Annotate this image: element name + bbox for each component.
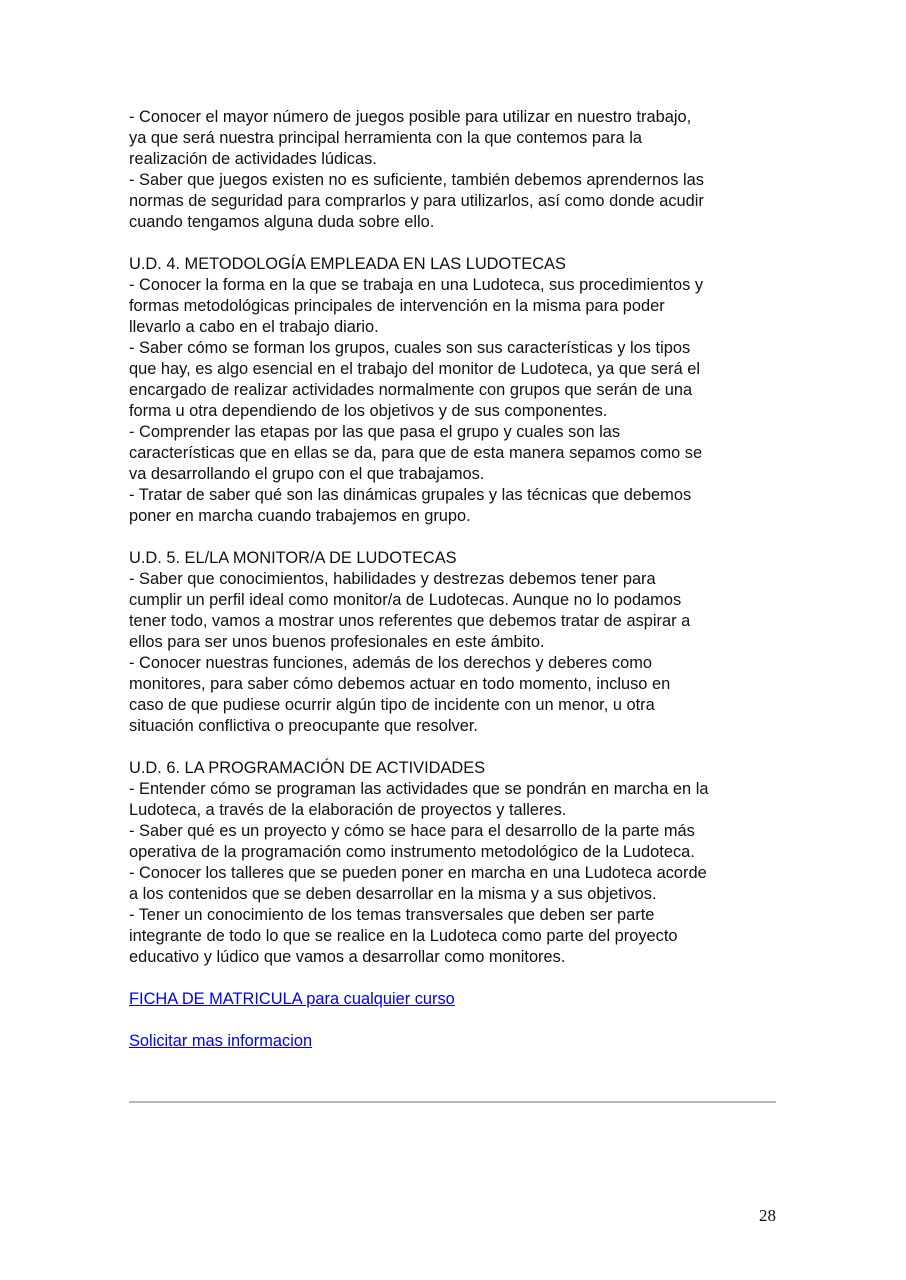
section-line: situación conflictiva o preocupante que resolver. — [129, 717, 478, 735]
enrollment-form-link-line — [129, 989, 779, 1010]
section-line: integrante de todo lo que se realice en la Ludoteca como parte del proyecto — [129, 927, 678, 945]
section-line: llevarlo a cabo en el trabajo diario. — [129, 318, 379, 336]
section-line: - Tener un conocimiento de los temas transversales que deben ser parte — [129, 906, 655, 924]
section-line: características que en ellas se da, para que de esta manera sepamos como se — [129, 444, 703, 462]
paragraph-gap — [129, 968, 779, 989]
section-heading: U.D. 6. LA PROGRAMACIÓN DE ACTIVIDADES — [129, 759, 486, 777]
request-info-link-line — [129, 1031, 779, 1052]
document-body — [129, 107, 779, 1052]
intro-line: ya que será nuestra principal herramienta con la que contemos para la — [129, 129, 642, 147]
section-line: Ludoteca, a través de la elaboración de proyectos y talleres. — [129, 801, 567, 819]
intro-block — [129, 107, 779, 233]
intro-line: cuando tengamos alguna duda sobre ello. — [129, 213, 435, 231]
section-line: encargado de realizar actividades normalmente con grupos que serán de una — [129, 381, 693, 399]
section-line: - Entender cómo se programan las actividades que se pondrán en marcha en la — [129, 780, 709, 798]
paragraph-gap — [129, 233, 779, 254]
section-line: - Conocer la forma en la que se trabaja en una Ludoteca, sus procedimientos y — [129, 276, 704, 294]
section-line: a los contenidos que se deben desarrollar en la misma y a sus objetivos. — [129, 885, 657, 903]
section-ud4 — [129, 254, 779, 527]
page-number: 28 — [759, 1206, 776, 1225]
section-line: caso de que pudiese ocurrir algún tipo de incidente con un menor, u otra — [129, 696, 655, 714]
section-line: cumplir un perfil ideal como monitor/a de Ludotecas. Aunque no lo podamos — [129, 591, 682, 609]
paragraph-gap — [129, 527, 779, 548]
section-line: educativo y lúdico que vamos a desarrollar como monitores. — [129, 948, 566, 966]
section-line: - Conocer nuestras funciones, además de los derechos y deberes como — [129, 654, 652, 672]
paragraph-gap — [129, 737, 779, 758]
section-line: formas metodológicas principales de intervención en la misma para poder — [129, 297, 665, 315]
section-line: forma u otra dependiendo de los objetivos y de sus componentes. — [129, 402, 608, 420]
section-line: monitores, para saber cómo debemos actuar en todo momento, incluso en — [129, 675, 671, 693]
horizontal-divider — [129, 1101, 776, 1103]
intro-line: normas de seguridad para comprarlos y para utilizarlos, así como donde acudir — [129, 192, 704, 210]
section-line: - Conocer los talleres que se pueden poner en marcha en una Ludoteca acorde — [129, 864, 707, 882]
section-line: - Comprender las etapas por las que pasa el grupo y cuales son las — [129, 423, 621, 441]
intro-line: - Conocer el mayor número de juegos posible para utilizar en nuestro trabajo, — [129, 108, 692, 126]
intro-line: - Saber que juegos existen no es suficiente, también debemos aprendernos las — [129, 171, 704, 189]
section-line: va desarrollando el grupo con el que trabajamos. — [129, 465, 485, 483]
request-info-link[interactable]: Solicitar mas informacion — [129, 1032, 313, 1050]
section-line: que hay, es algo esencial en el trabajo del monitor de Ludoteca, ya que será el — [129, 360, 701, 378]
intro-line: realización de actividades lúdicas. — [129, 150, 377, 168]
enrollment-form-link[interactable]: FICHA DE MATRICULA para cualquier curso — [129, 990, 455, 1008]
section-ud5 — [129, 548, 779, 737]
section-heading: U.D. 4. METODOLOGÍA EMPLEADA EN LAS LUDOTECAS — [129, 255, 566, 273]
section-line: poner en marcha cuando trabajemos en grupo. — [129, 507, 471, 525]
section-line: tener todo, vamos a mostrar unos referentes que debemos tratar de aspirar a — [129, 612, 691, 630]
section-ud6 — [129, 758, 779, 968]
section-line: operativa de la programación como instrumento metodológico de la Ludoteca. — [129, 843, 695, 861]
section-line: - Saber que conocimientos, habilidades y destrezas debemos tener para — [129, 570, 656, 588]
paragraph-gap — [129, 1010, 779, 1031]
section-line: - Saber qué es un proyecto y cómo se hace para el desarrollo de la parte más — [129, 822, 695, 840]
section-line: ellos para ser unos buenos profesionales en este ámbito. — [129, 633, 545, 651]
section-heading: U.D. 5. EL/LA MONITOR/A DE LUDOTECAS — [129, 549, 457, 567]
section-line: - Tratar de saber qué son las dinámicas grupales y las técnicas que debemos — [129, 486, 692, 504]
section-line: - Saber cómo se forman los grupos, cuales son sus características y los tipos — [129, 339, 691, 357]
